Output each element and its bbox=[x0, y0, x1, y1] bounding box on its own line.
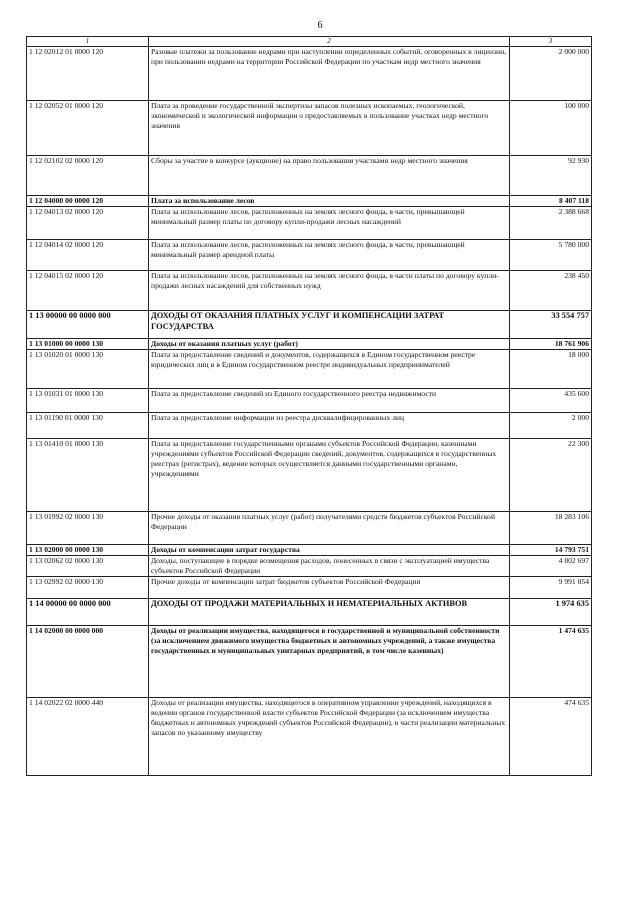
revenue-code: 1 14 02000 00 0000 000 bbox=[27, 626, 149, 698]
budget-revenue-table bbox=[26, 36, 592, 776]
column-number-2: 2 bbox=[149, 37, 510, 47]
revenue-name: Доходы от реализации имущества, находящегося в оперативном управлении учреждений, находящихся в ведении органов государственной власти субъектов Российской Федерации (за исключением имущества бюджетных и автономных учреждений субъектов Российской Федерации), в части реализации материальных запасов по указанному имуществу bbox=[149, 698, 510, 776]
revenue-code: 1 13 02000 00 0000 130 bbox=[27, 545, 149, 556]
revenue-code: 1 14 00000 00 0000 000 bbox=[27, 599, 149, 626]
revenue-amount: 92 930 bbox=[510, 156, 592, 196]
revenue-code: 1 13 01000 00 0000 130 bbox=[27, 339, 149, 350]
revenue-code: 1 12 04000 00 0000 120 bbox=[27, 196, 149, 207]
revenue-name: Плата за предоставление сведений из Единого государственного реестра недвижимости bbox=[149, 389, 510, 413]
revenue-amount: 2 000 000 bbox=[510, 47, 592, 101]
page-number: 6 bbox=[317, 20, 323, 31]
revenue-name: Разовые платежи за пользование недрами при наступлении определенных событий, оговоренных в лицензии, при пользовании недрами на территории Российской Федерации по участкам недр местного значения bbox=[149, 47, 510, 101]
revenue-amount: 22 300 bbox=[510, 439, 592, 512]
revenue-amount: 2 388 668 bbox=[510, 207, 592, 240]
table-row bbox=[27, 339, 592, 350]
revenue-name: Сборы за участие в конкурсе (аукционе) на право пользования участками недр местного значения bbox=[149, 156, 510, 196]
table-row bbox=[27, 156, 592, 196]
table-row bbox=[27, 577, 592, 599]
revenue-amount: 18 283 106 bbox=[510, 512, 592, 545]
revenue-name: Плата за использование лесов, расположенных на землях лесного фонда, в части платы по договору купли-продажи лесных насаждений для собственных нужд bbox=[149, 271, 510, 311]
table-row bbox=[27, 626, 592, 698]
revenue-code: 1 13 02062 02 0000 130 bbox=[27, 556, 149, 577]
revenue-amount: 18 761 906 bbox=[510, 339, 592, 350]
revenue-name: Доходы, поступающие в порядке возмещения расходов, понесенных в связи с эксплуатацией имущества субъектов Российской Федерации bbox=[149, 556, 510, 577]
table-row bbox=[27, 207, 592, 240]
revenue-amount: 5 780 000 bbox=[510, 240, 592, 271]
revenue-code: 1 13 01031 01 0000 130 bbox=[27, 389, 149, 413]
revenue-code: 1 12 02012 01 0000 120 bbox=[27, 47, 149, 101]
table-row bbox=[27, 545, 592, 556]
revenue-code: 1 13 01410 01 0000 130 bbox=[27, 439, 149, 512]
revenue-amount: 100 000 bbox=[510, 101, 592, 156]
revenue-amount: 4 802 697 bbox=[510, 556, 592, 577]
column-number-3: 3 bbox=[510, 37, 592, 47]
revenue-name: Плата за предоставление информации из реестра дисквалифицированных лиц bbox=[149, 413, 510, 439]
revenue-code: 1 12 04015 02 0000 120 bbox=[27, 271, 149, 311]
revenue-amount: 33 554 757 bbox=[510, 311, 592, 339]
table-row bbox=[27, 389, 592, 413]
revenue-code: 1 13 01992 02 0000 130 bbox=[27, 512, 149, 545]
revenue-amount: 238 450 bbox=[510, 271, 592, 311]
revenue-name: Плата за предоставление сведений и документов, содержащихся в Едином государственном реестре юридических лиц и в Едином государственном реестре индивидуальных предпринимателей bbox=[149, 350, 510, 389]
revenue-amount: 2 000 bbox=[510, 413, 592, 439]
revenue-amount: 18 000 bbox=[510, 350, 592, 389]
revenue-name: Плата за использование лесов bbox=[149, 196, 510, 207]
table-row bbox=[27, 101, 592, 156]
revenue-code: 1 13 01020 01 0000 130 bbox=[27, 350, 149, 389]
revenue-name: Прочие доходы от компенсации затрат бюджетов субъектов Российской Федерации bbox=[149, 577, 510, 599]
revenue-code: 1 12 04014 02 0000 120 bbox=[27, 240, 149, 271]
table-row bbox=[27, 599, 592, 626]
revenue-name: Плата за предоставление государственными органами субъектов Российской Федерации, казенными учреждениями субъектов Российской Федерации сведений, документов, содержащихся в государственных реестрах (регистрах), ведение которых осуществляется данными государственными органами, учреждениями bbox=[149, 439, 510, 512]
revenue-name: Плата за проведение государственной экспертизы запасов полезных ископаемых, геологической, экономической и экологической информации о предоставляемых в пользование участках недр местного значения bbox=[149, 101, 510, 156]
revenue-code: 1 13 02992 02 0000 130 bbox=[27, 577, 149, 599]
revenue-amount: 474 635 bbox=[510, 698, 592, 776]
revenue-amount: 14 793 751 bbox=[510, 545, 592, 556]
table-row bbox=[27, 196, 592, 207]
revenue-code: 1 12 04013 02 0000 120 bbox=[27, 207, 149, 240]
revenue-code: 1 14 02022 02 0000 440 bbox=[27, 698, 149, 776]
table-row bbox=[27, 271, 592, 311]
revenue-name: ДОХОДЫ ОТ ПРОДАЖИ МАТЕРИАЛЬНЫХ И НЕМАТЕРИАЛЬНЫХ АКТИВОВ bbox=[149, 599, 510, 626]
revenue-name: Плата за использование лесов, расположенных на землях лесного фонда, в части, превышающей минимальный размер платы по договору купли-продажи лесных насаждений bbox=[149, 207, 510, 240]
revenue-name: Плата за использование лесов, расположенных на землях лесного фонда, в части, превышающей минимальный размер арендной платы bbox=[149, 240, 510, 271]
table-row bbox=[27, 439, 592, 512]
table-row bbox=[27, 698, 592, 776]
table-row bbox=[27, 350, 592, 389]
revenue-amount: 435 600 bbox=[510, 389, 592, 413]
table-row bbox=[27, 413, 592, 439]
revenue-amount: 1 974 635 bbox=[510, 599, 592, 626]
revenue-amount: 8 407 118 bbox=[510, 196, 592, 207]
revenue-amount: 9 991 054 bbox=[510, 577, 592, 599]
revenue-name: Доходы от оказания платных услуг (работ) bbox=[149, 339, 510, 350]
revenue-code: 1 12 02102 02 0000 120 bbox=[27, 156, 149, 196]
revenue-code: 1 12 02052 01 0000 120 bbox=[27, 101, 149, 156]
revenue-name: ДОХОДЫ ОТ ОКАЗАНИЯ ПЛАТНЫХ УСЛУГ И КОМПЕНСАЦИИ ЗАТРАТ ГОСУДАРСТВА bbox=[149, 311, 510, 339]
revenue-name: Доходы от компенсации затрат государства bbox=[149, 545, 510, 556]
revenue-code: 1 13 00000 00 0000 000 bbox=[27, 311, 149, 339]
column-number-row bbox=[27, 37, 592, 47]
revenue-amount: 1 474 635 bbox=[510, 626, 592, 698]
table-row bbox=[27, 47, 592, 101]
table-row bbox=[27, 556, 592, 577]
table-row bbox=[27, 240, 592, 271]
table-row bbox=[27, 512, 592, 545]
column-number-1: 1 bbox=[27, 37, 149, 47]
revenue-name: Прочие доходы от оказания платных услуг (работ) получателями средств бюджетов субъектов Российской Федерации bbox=[149, 512, 510, 545]
table-row bbox=[27, 311, 592, 339]
revenue-name: Доходы от реализации имущества, находящегося в государственной и муниципальной собственности (за исключением движимого имущества бюджетных и автономных учреждений, а также имущества государственных и муниципальных унитарных предприятий, в том числе казенных) bbox=[149, 626, 510, 698]
revenue-code: 1 13 01190 01 0000 130 bbox=[27, 413, 149, 439]
